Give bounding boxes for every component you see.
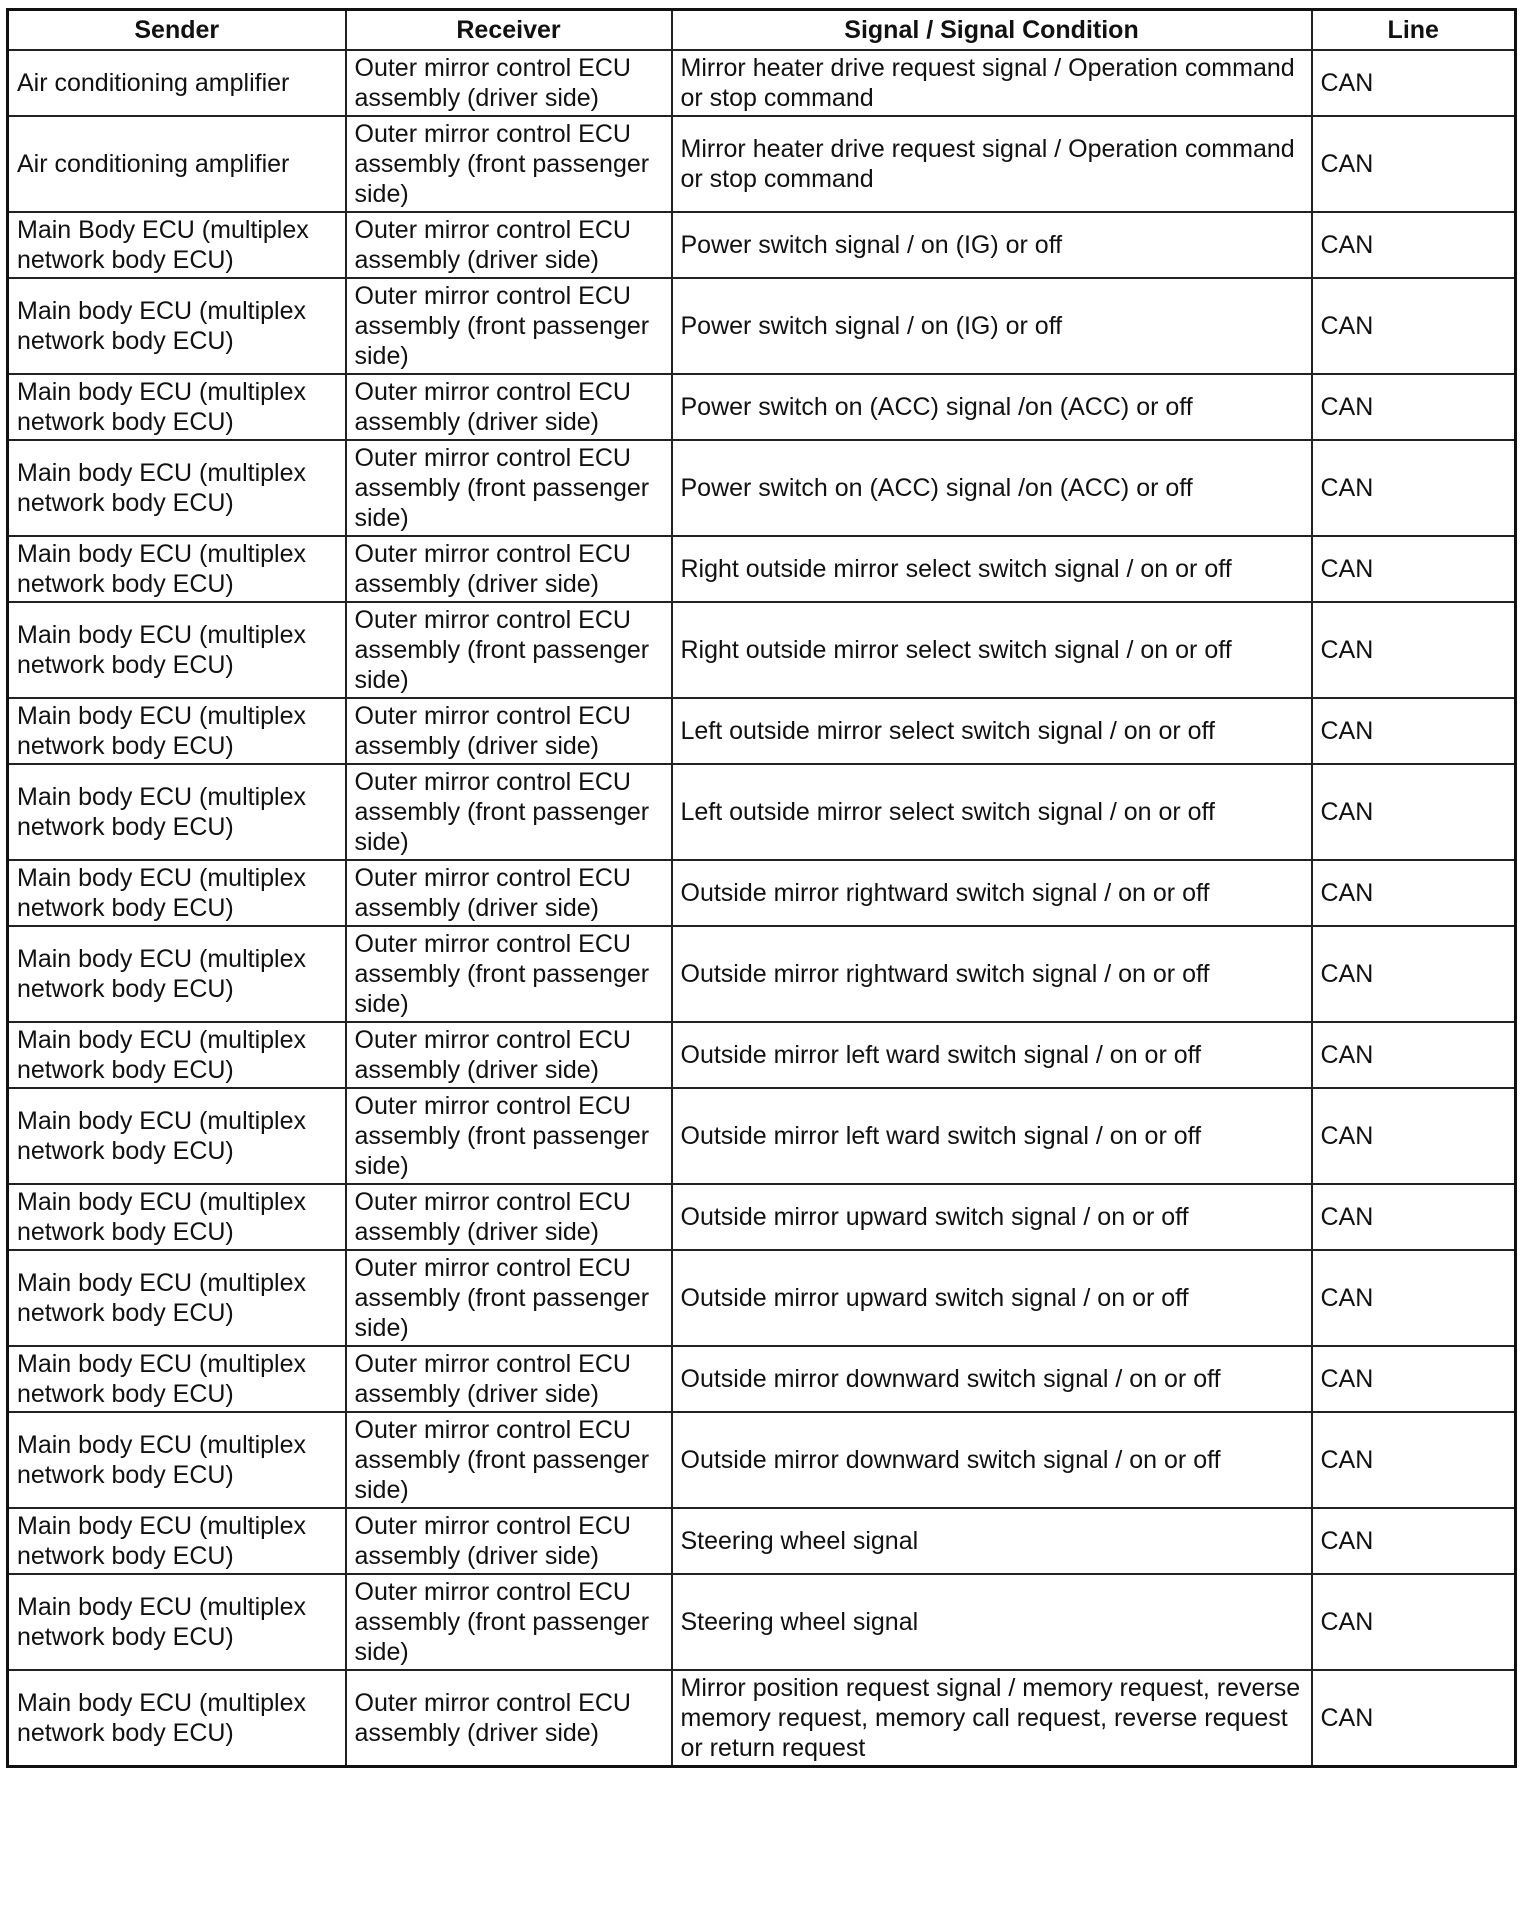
cell-line: CAN (1312, 1412, 1516, 1508)
header-signal: Signal / Signal Condition (672, 10, 1312, 51)
cell-signal: Outside mirror upward switch signal / on or off (672, 1250, 1312, 1346)
cell-signal: Right outside mirror select switch signal / on or off (672, 536, 1312, 602)
cell-receiver: Outer mirror control ECU assembly (front passenger side) (346, 764, 672, 860)
table-row (8, 374, 1516, 440)
cell-signal: Outside mirror downward switch signal / on or off (672, 1346, 1312, 1412)
cell-signal: Power switch on (ACC) signal /on (ACC) or off (672, 440, 1312, 536)
cell-receiver: Outer mirror control ECU assembly (driver side) (346, 374, 672, 440)
cell-sender: Main body ECU (multiplex network body ECU) (8, 440, 346, 536)
cell-sender: Main body ECU (multiplex network body ECU) (8, 1574, 346, 1670)
cell-receiver: Outer mirror control ECU assembly (driver side) (346, 1022, 672, 1088)
cell-line: CAN (1312, 1088, 1516, 1184)
table-row (8, 1346, 1516, 1412)
cell-receiver: Outer mirror control ECU assembly (driver side) (346, 1670, 672, 1767)
cell-sender: Main body ECU (multiplex network body ECU) (8, 1022, 346, 1088)
signal-table (6, 8, 1517, 1768)
cell-sender: Main body ECU (multiplex network body ECU) (8, 374, 346, 440)
cell-receiver: Outer mirror control ECU assembly (front passenger side) (346, 116, 672, 212)
table-row (8, 926, 1516, 1022)
cell-signal: Right outside mirror select switch signal / on or off (672, 602, 1312, 698)
table-row (8, 1508, 1516, 1574)
cell-sender: Air conditioning amplifier (8, 50, 346, 116)
cell-sender: Main body ECU (multiplex network body ECU) (8, 278, 346, 374)
cell-signal: Outside mirror left ward switch signal / on or off (672, 1088, 1312, 1184)
cell-line: CAN (1312, 1250, 1516, 1346)
cell-signal: Left outside mirror select switch signal / on or off (672, 698, 1312, 764)
cell-line: CAN (1312, 764, 1516, 860)
cell-receiver: Outer mirror control ECU assembly (front passenger side) (346, 926, 672, 1022)
cell-receiver: Outer mirror control ECU assembly (driver side) (346, 50, 672, 116)
cell-signal: Outside mirror downward switch signal / on or off (672, 1412, 1312, 1508)
cell-sender: Main body ECU (multiplex network body ECU) (8, 1088, 346, 1184)
cell-sender: Main body ECU (multiplex network body ECU) (8, 1184, 346, 1250)
cell-signal: Mirror heater drive request signal / Operation command or stop command (672, 116, 1312, 212)
table-row (8, 1088, 1516, 1184)
table-row (8, 860, 1516, 926)
table-row (8, 1670, 1516, 1767)
table-row (8, 602, 1516, 698)
cell-receiver: Outer mirror control ECU assembly (driver side) (346, 536, 672, 602)
cell-line: CAN (1312, 602, 1516, 698)
cell-sender: Main body ECU (multiplex network body ECU) (8, 602, 346, 698)
cell-receiver: Outer mirror control ECU assembly (driver side) (346, 860, 672, 926)
cell-line: CAN (1312, 212, 1516, 278)
cell-sender: Main body ECU (multiplex network body ECU) (8, 1670, 346, 1767)
table-row (8, 1574, 1516, 1670)
cell-receiver: Outer mirror control ECU assembly (driver side) (346, 698, 672, 764)
cell-receiver: Outer mirror control ECU assembly (driver side) (346, 212, 672, 278)
cell-sender: Main body ECU (multiplex network body ECU) (8, 860, 346, 926)
cell-sender: Main body ECU (multiplex network body ECU) (8, 926, 346, 1022)
table-row (8, 764, 1516, 860)
cell-line: CAN (1312, 1346, 1516, 1412)
cell-sender: Main body ECU (multiplex network body ECU) (8, 764, 346, 860)
header-receiver: Receiver (346, 10, 672, 51)
cell-line: CAN (1312, 860, 1516, 926)
cell-line: CAN (1312, 536, 1516, 602)
cell-receiver: Outer mirror control ECU assembly (front passenger side) (346, 440, 672, 536)
cell-signal: Power switch signal / on (IG) or off (672, 212, 1312, 278)
cell-receiver: Outer mirror control ECU assembly (front passenger side) (346, 278, 672, 374)
table-row (8, 50, 1516, 116)
cell-signal: Power switch signal / on (IG) or off (672, 278, 1312, 374)
cell-line: CAN (1312, 440, 1516, 536)
cell-receiver: Outer mirror control ECU assembly (driver side) (346, 1184, 672, 1250)
cell-receiver: Outer mirror control ECU assembly (driver side) (346, 1346, 672, 1412)
cell-line: CAN (1312, 1670, 1516, 1767)
cell-sender: Main body ECU (multiplex network body ECU) (8, 1346, 346, 1412)
cell-line: CAN (1312, 698, 1516, 764)
cell-signal: Steering wheel signal (672, 1508, 1312, 1574)
cell-signal: Outside mirror upward switch signal / on or off (672, 1184, 1312, 1250)
cell-sender: Main body ECU (multiplex network body ECU) (8, 1412, 346, 1508)
cell-line: CAN (1312, 374, 1516, 440)
cell-receiver: Outer mirror control ECU assembly (front passenger side) (346, 1250, 672, 1346)
table-row (8, 1022, 1516, 1088)
table-header-row (8, 10, 1516, 51)
cell-receiver: Outer mirror control ECU assembly (front passenger side) (346, 1574, 672, 1670)
cell-sender: Air conditioning amplifier (8, 116, 346, 212)
cell-signal: Power switch on (ACC) signal /on (ACC) or off (672, 374, 1312, 440)
cell-sender: Main Body ECU (multiplex network body ECU) (8, 212, 346, 278)
cell-receiver: Outer mirror control ECU assembly (front passenger side) (346, 602, 672, 698)
cell-line: CAN (1312, 278, 1516, 374)
table-row (8, 212, 1516, 278)
cell-line: CAN (1312, 1022, 1516, 1088)
cell-signal: Outside mirror left ward switch signal / on or off (672, 1022, 1312, 1088)
header-line: Line (1312, 10, 1516, 51)
cell-signal: Left outside mirror select switch signal / on or off (672, 764, 1312, 860)
cell-sender: Main body ECU (multiplex network body ECU) (8, 536, 346, 602)
table-row (8, 1184, 1516, 1250)
table-row (8, 698, 1516, 764)
cell-receiver: Outer mirror control ECU assembly (driver side) (346, 1508, 672, 1574)
cell-line: CAN (1312, 926, 1516, 1022)
cell-signal: Mirror heater drive request signal / Operation command or stop command (672, 50, 1312, 116)
cell-signal: Outside mirror rightward switch signal / on or off (672, 926, 1312, 1022)
cell-signal: Outside mirror rightward switch signal / on or off (672, 860, 1312, 926)
table-row (8, 440, 1516, 536)
table-body (8, 50, 1516, 1767)
cell-line: CAN (1312, 116, 1516, 212)
cell-line: CAN (1312, 50, 1516, 116)
table-row (8, 536, 1516, 602)
cell-sender: Main body ECU (multiplex network body ECU) (8, 1508, 346, 1574)
table-row (8, 116, 1516, 212)
cell-signal: Mirror position request signal / memory request, reverse memory request, memory call request, reverse request or return request (672, 1670, 1312, 1767)
cell-line: CAN (1312, 1574, 1516, 1670)
cell-line: CAN (1312, 1508, 1516, 1574)
table-row (8, 1250, 1516, 1346)
cell-receiver: Outer mirror control ECU assembly (front passenger side) (346, 1412, 672, 1508)
header-sender: Sender (8, 10, 346, 51)
cell-signal: Steering wheel signal (672, 1574, 1312, 1670)
cell-sender: Main body ECU (multiplex network body ECU) (8, 1250, 346, 1346)
table-row (8, 1412, 1516, 1508)
table-row (8, 278, 1516, 374)
cell-receiver: Outer mirror control ECU assembly (front passenger side) (346, 1088, 672, 1184)
cell-sender: Main body ECU (multiplex network body ECU) (8, 698, 346, 764)
cell-line: CAN (1312, 1184, 1516, 1250)
